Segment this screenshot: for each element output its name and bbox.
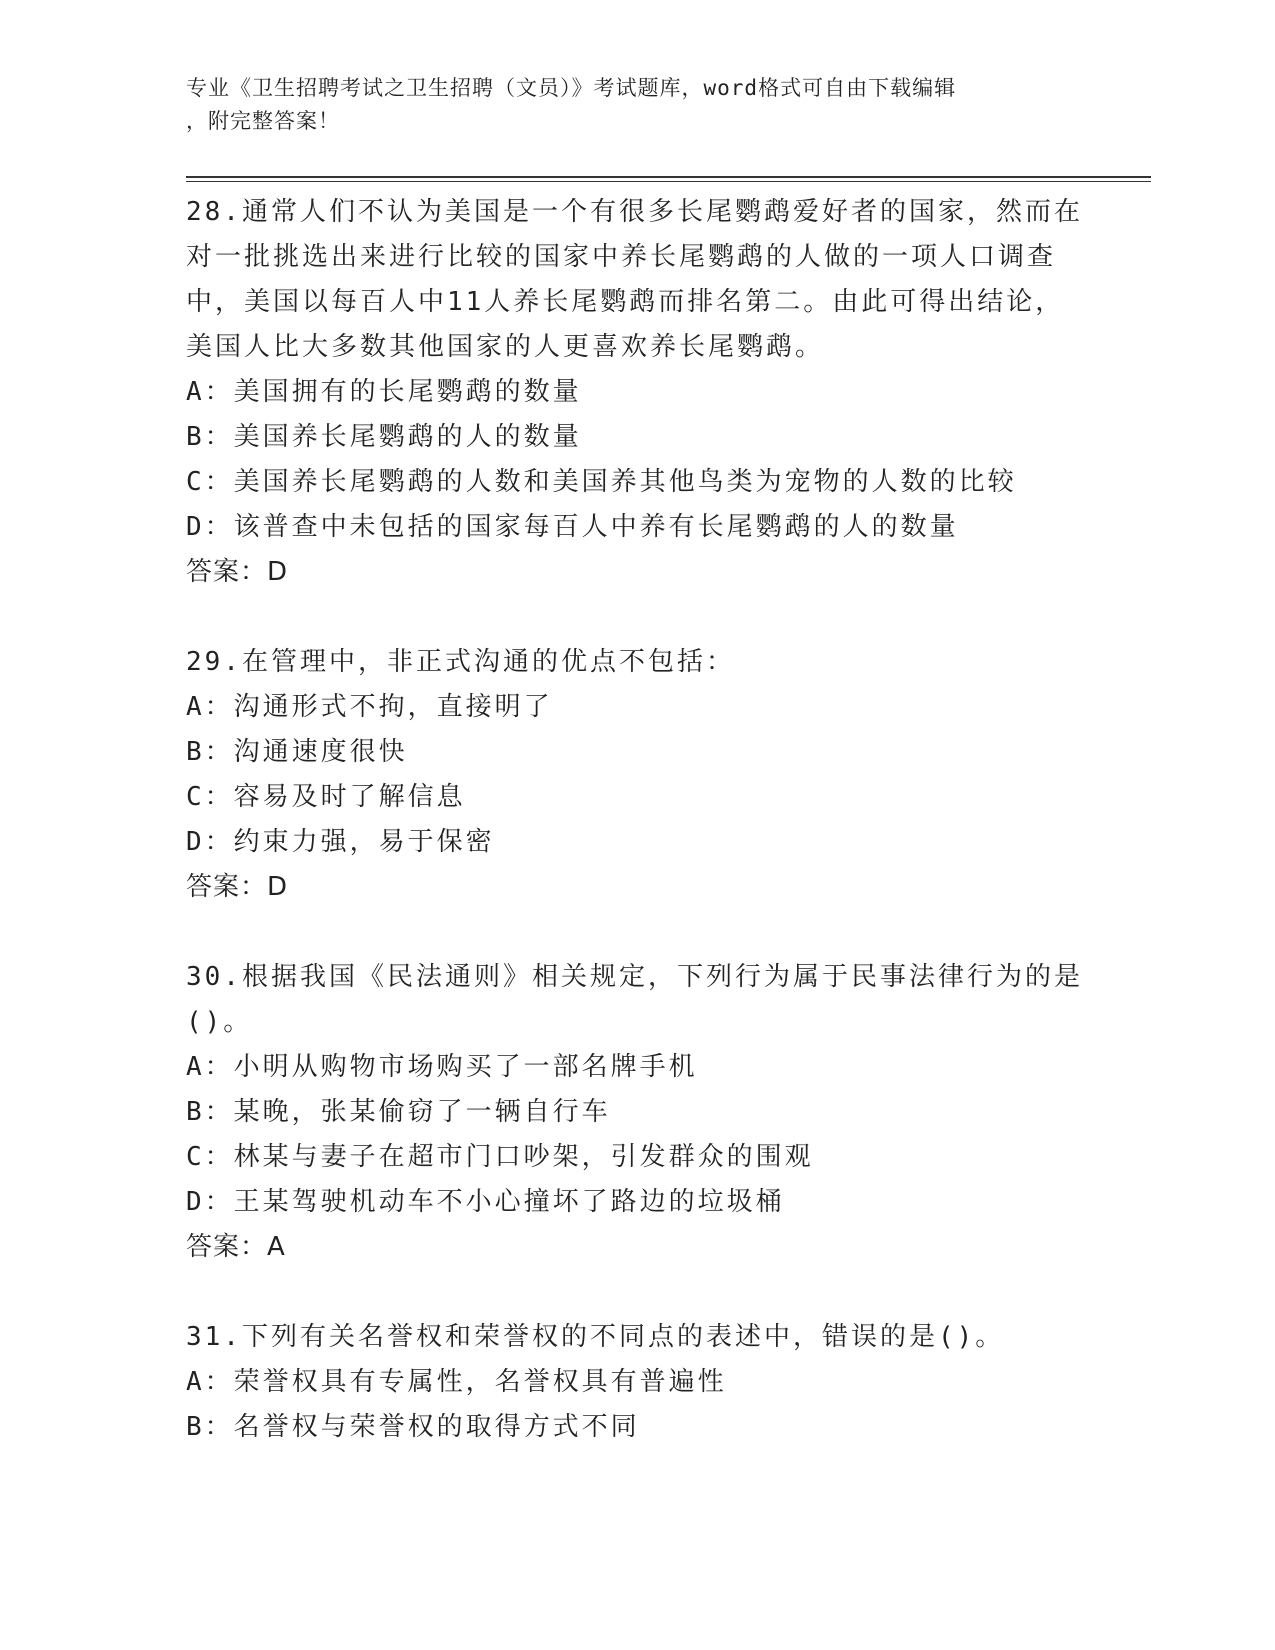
question-29 <box>186 640 1086 910</box>
answer: 答案：A <box>186 1232 286 1262</box>
option-c: C：美国养长尾鹦鹉的人数和美国养其他鸟类为宠物的人数的比较 <box>186 467 1017 497</box>
header-line-1: 专业《卫生招聘考试之卫生招聘（文员）》考试题库，word格式可自由下载编辑 <box>186 76 957 100</box>
option-d: D：该普查中未包括的国家每百人中养有长尾鹦鹉的人的数量 <box>186 512 959 542</box>
question-text: 28.通常人们不认为美国是一个有很多长尾鹦鹉爱好者的国家，然而在对一批挑选出来进行比较的国家中养长尾鹦鹉的人做的一项人口调查中，美国以每百人中11人养长尾鹦鹉而排名第二。由此可得出结论，美国人比大多数其他国家的人更喜欢养长尾鹦鹉。 <box>186 197 1083 362</box>
question-30 <box>186 955 1086 1270</box>
option-d: D：约束力强，易于保密 <box>186 827 495 857</box>
option-c: C：林某与妻子在超市门口吵架，引发群众的围观 <box>186 1142 814 1172</box>
option-b: B：某晚，张某偷窃了一辆自行车 <box>186 1097 611 1127</box>
answer: 答案：D <box>186 557 289 587</box>
option-c: C：容易及时了解信息 <box>186 782 466 812</box>
header-divider-thick <box>186 176 1151 178</box>
option-a: A：荣誉权具有专属性，名誉权具有普遍性 <box>186 1367 727 1397</box>
option-d: D：王某驾驶机动车不小心撞坏了路边的垃圾桶 <box>186 1187 785 1217</box>
question-text: 30.根据我国《民法通则》相关规定，下列行为属于民事法律行为的是()。 <box>186 962 1083 1037</box>
question-28 <box>186 190 1086 595</box>
question-text: 29.在管理中，非正式沟通的优点不包括： <box>186 647 735 677</box>
document-header <box>186 72 1066 138</box>
header-divider-thin <box>186 181 1151 182</box>
option-a: A：美国拥有的长尾鹦鹉的数量 <box>186 377 582 407</box>
option-a: A：小明从购物市场购买了一部名牌手机 <box>186 1052 698 1082</box>
question-text: 31.下列有关名誉权和荣誉权的不同点的表述中，错误的是()。 <box>186 1322 1005 1352</box>
option-b: B：沟通速度很快 <box>186 737 408 767</box>
option-b: B：美国养长尾鹦鹉的人的数量 <box>186 422 582 452</box>
option-a: A：沟通形式不拘，直接明了 <box>186 692 553 722</box>
question-list <box>186 190 1086 1495</box>
question-31 <box>186 1315 1086 1450</box>
header-line-2: ，附完整答案！ <box>186 109 340 133</box>
answer: 答案：D <box>186 872 289 902</box>
option-b: B：名誉权与荣誉权的取得方式不同 <box>186 1412 640 1442</box>
